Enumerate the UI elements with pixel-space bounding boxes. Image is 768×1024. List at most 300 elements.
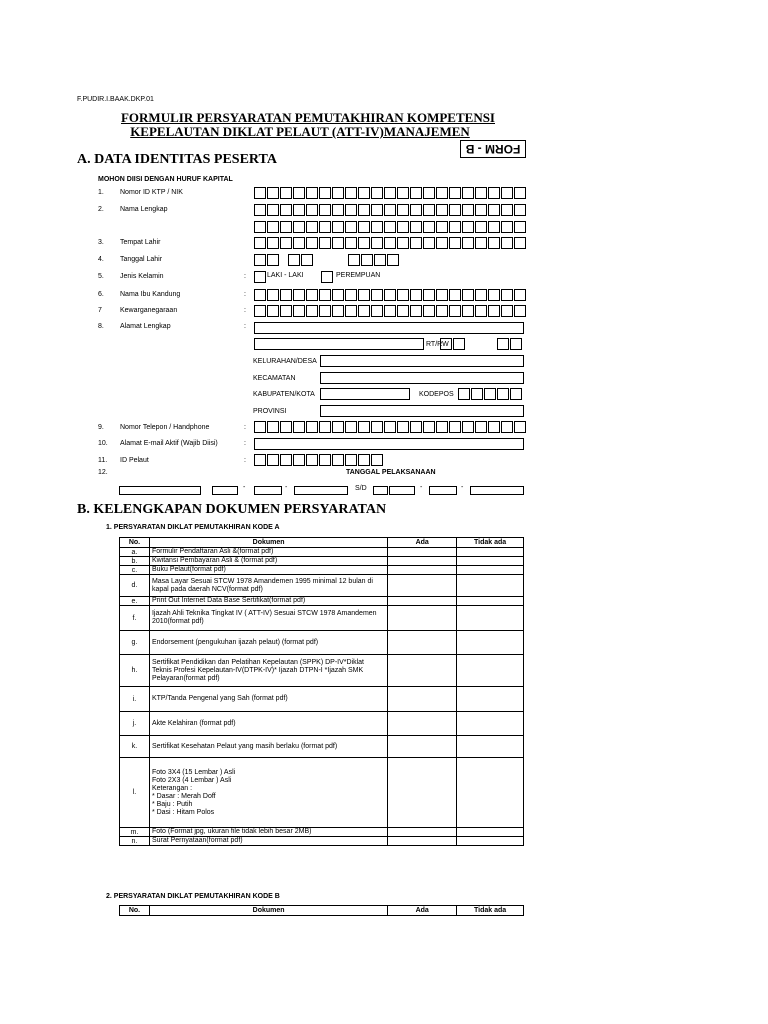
char-box[interactable] xyxy=(501,305,513,317)
row-number: h. xyxy=(120,655,150,687)
char-box[interactable] xyxy=(319,289,331,301)
char-box[interactable] xyxy=(510,388,522,400)
char-box[interactable] xyxy=(488,421,500,433)
char-box[interactable] xyxy=(488,204,500,216)
char-box[interactable] xyxy=(293,289,305,301)
date-separator: - xyxy=(420,484,423,491)
documents-table-a xyxy=(119,537,524,846)
field-number: 9. xyxy=(98,424,104,431)
char-box[interactable] xyxy=(280,454,292,466)
char-box[interactable] xyxy=(497,338,509,350)
char-box[interactable] xyxy=(449,237,461,249)
tanggal-lahir-day[interactable] xyxy=(254,254,280,266)
char-box[interactable] xyxy=(387,254,399,266)
char-box[interactable] xyxy=(358,289,370,301)
char-box[interactable] xyxy=(319,187,331,199)
tanggal-pelaksanaan-field[interactable] xyxy=(254,486,282,495)
table-row xyxy=(120,687,524,712)
char-box[interactable] xyxy=(280,289,292,301)
tanggal-pelaksanaan-field[interactable] xyxy=(119,486,201,495)
char-box[interactable] xyxy=(384,237,396,249)
char-box[interactable] xyxy=(514,305,526,317)
char-box[interactable] xyxy=(449,421,461,433)
char-box[interactable] xyxy=(397,187,409,199)
field-label: Kewarganegaraan xyxy=(120,307,178,314)
char-box[interactable] xyxy=(306,187,318,199)
kelurahan-input[interactable] xyxy=(320,355,524,367)
char-box[interactable] xyxy=(293,454,305,466)
char-box[interactable] xyxy=(410,204,422,216)
char-box[interactable] xyxy=(280,305,292,317)
kabupaten-label: KABUPATEN/KOTA xyxy=(253,391,315,398)
tidak-ada-cell[interactable] xyxy=(457,557,524,566)
alamat-input-2[interactable] xyxy=(254,338,424,350)
char-box[interactable] xyxy=(397,204,409,216)
rt-input[interactable] xyxy=(440,338,466,350)
char-box[interactable] xyxy=(358,204,370,216)
char-box[interactable] xyxy=(488,237,500,249)
char-box[interactable] xyxy=(423,289,435,301)
char-box[interactable] xyxy=(288,254,300,266)
table-row xyxy=(120,606,524,631)
char-box[interactable] xyxy=(332,289,344,301)
field-number: 10. xyxy=(98,440,108,447)
char-box[interactable] xyxy=(410,289,422,301)
ada-cell[interactable] xyxy=(388,712,457,736)
col-tidak-ada: Tidak ada xyxy=(457,538,524,548)
tidak-ada-cell[interactable] xyxy=(457,606,524,631)
char-box[interactable] xyxy=(449,221,461,233)
char-box[interactable] xyxy=(280,221,292,233)
tanggal-pelaksanaan-field[interactable] xyxy=(429,486,457,495)
field-label: ID Pelaut xyxy=(120,457,149,464)
char-box[interactable] xyxy=(488,305,500,317)
char-box[interactable] xyxy=(301,254,313,266)
nik-input[interactable] xyxy=(254,187,527,199)
char-box[interactable] xyxy=(475,237,487,249)
char-box[interactable] xyxy=(397,305,409,317)
char-box[interactable] xyxy=(436,421,448,433)
tanggal-pelaksanaan-field[interactable] xyxy=(373,486,388,495)
nama-lengkap-input-1[interactable] xyxy=(254,204,527,216)
char-box[interactable] xyxy=(440,338,452,350)
field-label: Alamat Lengkap xyxy=(120,323,171,330)
char-box[interactable] xyxy=(462,421,474,433)
document-name: Sertifikat Pendidikan dan Pelatihan Kepelautan (SPPK) DP-IV*Diklat Teknis Profesi Kepelautan-IV(DTPK-IV)* Ijazah DTPN-I *Ijazah SMK Pelayaran(format pdf) xyxy=(149,655,387,687)
char-box[interactable] xyxy=(384,187,396,199)
char-box[interactable] xyxy=(319,454,331,466)
alamat-input-1[interactable] xyxy=(254,322,524,334)
char-box[interactable] xyxy=(475,204,487,216)
char-box[interactable] xyxy=(358,305,370,317)
row-number: d. xyxy=(120,575,150,597)
char-box[interactable] xyxy=(501,187,513,199)
char-box[interactable] xyxy=(332,204,344,216)
char-box[interactable] xyxy=(358,421,370,433)
row-number: e. xyxy=(120,597,150,606)
field-colon: : xyxy=(244,457,246,464)
char-box[interactable] xyxy=(488,289,500,301)
char-box[interactable] xyxy=(462,187,474,199)
char-box[interactable] xyxy=(501,221,513,233)
char-box[interactable] xyxy=(371,305,383,317)
ada-cell[interactable] xyxy=(388,828,457,837)
char-box[interactable] xyxy=(436,221,448,233)
char-box[interactable] xyxy=(514,237,526,249)
char-box[interactable] xyxy=(332,221,344,233)
col-tidak-ada: Tidak ada xyxy=(457,906,524,916)
document-name: Buku Pelaut(format pdf) xyxy=(149,566,387,575)
char-box[interactable] xyxy=(458,388,470,400)
char-box[interactable] xyxy=(254,289,266,301)
tidak-ada-cell[interactable] xyxy=(457,631,524,655)
gender-female-label: PEREMPUAN xyxy=(336,272,381,279)
tanggal-pelaksanaan-field[interactable] xyxy=(389,486,415,495)
col-ada: Ada xyxy=(388,906,457,916)
tidak-ada-cell[interactable] xyxy=(457,712,524,736)
ada-cell[interactable] xyxy=(388,566,457,575)
document-name: KTP/Tanda Pengenal yang Sah (format pdf) xyxy=(149,687,387,712)
field-number: 3. xyxy=(98,239,104,246)
tanggal-lahir-month[interactable] xyxy=(288,254,314,266)
char-box[interactable] xyxy=(514,289,526,301)
char-box[interactable] xyxy=(384,221,396,233)
char-box[interactable] xyxy=(510,338,522,350)
char-box[interactable] xyxy=(358,237,370,249)
nama-lengkap-input-2[interactable] xyxy=(254,221,527,233)
char-box[interactable] xyxy=(267,421,279,433)
char-box[interactable] xyxy=(293,421,305,433)
field-label: Nomor ID KTP / NIK xyxy=(120,189,183,196)
kecamatan-input[interactable] xyxy=(320,372,524,384)
char-box[interactable] xyxy=(321,271,333,283)
char-box[interactable] xyxy=(371,221,383,233)
char-box[interactable] xyxy=(501,237,513,249)
tanggal-pelaksanaan-field[interactable] xyxy=(212,486,238,495)
char-box[interactable] xyxy=(423,221,435,233)
field-number: 5. xyxy=(98,273,104,280)
ada-cell[interactable] xyxy=(388,548,457,557)
char-box[interactable] xyxy=(397,289,409,301)
char-box[interactable] xyxy=(306,204,318,216)
provinsi-input[interactable] xyxy=(320,405,524,417)
tidak-ada-cell[interactable] xyxy=(457,758,524,828)
char-box[interactable] xyxy=(293,221,305,233)
char-box[interactable] xyxy=(319,237,331,249)
ada-cell[interactable] xyxy=(388,606,457,631)
char-box[interactable] xyxy=(306,237,318,249)
char-box[interactable] xyxy=(501,204,513,216)
char-box[interactable] xyxy=(423,421,435,433)
char-box[interactable] xyxy=(267,254,279,266)
char-box[interactable] xyxy=(319,221,331,233)
char-box[interactable] xyxy=(358,187,370,199)
char-box[interactable] xyxy=(345,289,357,301)
char-box[interactable] xyxy=(423,237,435,249)
char-box[interactable] xyxy=(475,221,487,233)
char-box[interactable] xyxy=(488,187,500,199)
tanggal-lahir-year[interactable] xyxy=(348,254,400,266)
kewarganegaraan-input[interactable] xyxy=(254,305,527,317)
char-box[interactable] xyxy=(484,388,496,400)
row-number: l. xyxy=(120,758,150,828)
char-box[interactable] xyxy=(371,237,383,249)
row-number: g. xyxy=(120,631,150,655)
telepon-input[interactable] xyxy=(254,421,527,433)
char-box[interactable] xyxy=(280,421,292,433)
char-box[interactable] xyxy=(254,271,266,283)
field-colon: : xyxy=(244,440,246,447)
char-box[interactable] xyxy=(501,289,513,301)
document-name: Formulir Pendaftaran Asli &(format pdf) xyxy=(149,548,387,557)
section-a-heading: A. DATA IDENTITAS PESERTA xyxy=(77,152,277,167)
char-box[interactable] xyxy=(345,454,357,466)
table-row xyxy=(120,828,524,837)
field-colon: : xyxy=(244,323,246,330)
row-number: b. xyxy=(120,557,150,566)
char-box[interactable] xyxy=(254,187,266,199)
char-box[interactable] xyxy=(423,305,435,317)
tidak-ada-cell[interactable] xyxy=(457,736,524,758)
field-label: Nomor Telepon / Handphone xyxy=(120,424,210,431)
char-box[interactable] xyxy=(436,237,448,249)
row-number: j. xyxy=(120,712,150,736)
char-box[interactable] xyxy=(475,289,487,301)
tidak-ada-cell[interactable] xyxy=(457,597,524,606)
char-box[interactable] xyxy=(475,421,487,433)
char-box[interactable] xyxy=(345,421,357,433)
char-box[interactable] xyxy=(384,204,396,216)
char-box[interactable] xyxy=(488,221,500,233)
char-box[interactable] xyxy=(449,289,461,301)
tidak-ada-cell[interactable] xyxy=(457,575,524,597)
char-box[interactable] xyxy=(332,454,344,466)
char-box[interactable] xyxy=(254,254,266,266)
char-box[interactable] xyxy=(293,305,305,317)
char-box[interactable] xyxy=(514,187,526,199)
field-label: Tanggal Lahir xyxy=(120,256,163,263)
char-box[interactable] xyxy=(293,187,305,199)
char-box[interactable] xyxy=(319,204,331,216)
char-box[interactable] xyxy=(319,421,331,433)
ada-cell[interactable] xyxy=(388,837,457,846)
tidak-ada-cell[interactable] xyxy=(457,687,524,712)
gender-male-checkbox[interactable] xyxy=(254,271,267,283)
char-box[interactable] xyxy=(436,204,448,216)
document-name: Sertifikat Kesehatan Pelaut yang masih berlaku (format pdf) xyxy=(149,736,387,758)
char-box[interactable] xyxy=(475,187,487,199)
ada-cell[interactable] xyxy=(388,631,457,655)
char-box[interactable] xyxy=(397,221,409,233)
gender-male-label: LAKI - LAKI xyxy=(267,272,304,279)
char-box[interactable] xyxy=(332,237,344,249)
char-box[interactable] xyxy=(410,305,422,317)
char-box[interactable] xyxy=(267,289,279,301)
tidak-ada-cell[interactable] xyxy=(457,837,524,846)
char-box[interactable] xyxy=(361,254,373,266)
char-box[interactable] xyxy=(267,237,279,249)
char-box[interactable] xyxy=(449,305,461,317)
field-colon: : xyxy=(244,273,246,280)
char-box[interactable] xyxy=(397,237,409,249)
char-box[interactable] xyxy=(371,204,383,216)
tidak-ada-cell[interactable] xyxy=(457,548,524,557)
ada-cell[interactable] xyxy=(388,655,457,687)
char-box[interactable] xyxy=(410,187,422,199)
table-row xyxy=(120,548,524,557)
char-box[interactable] xyxy=(332,187,344,199)
ada-cell[interactable] xyxy=(388,736,457,758)
char-box[interactable] xyxy=(397,421,409,433)
char-box[interactable] xyxy=(267,305,279,317)
char-box[interactable] xyxy=(462,305,474,317)
tanggal-pelaksanaan-field[interactable] xyxy=(294,486,348,495)
char-box[interactable] xyxy=(280,204,292,216)
form-b-label: FORM - B xyxy=(460,140,526,158)
tidak-ada-cell[interactable] xyxy=(457,655,524,687)
char-box[interactable] xyxy=(410,221,422,233)
char-box[interactable] xyxy=(293,237,305,249)
table-row xyxy=(120,597,524,606)
char-box[interactable] xyxy=(453,338,465,350)
field-number: 1. xyxy=(98,189,104,196)
char-box[interactable] xyxy=(514,421,526,433)
char-box[interactable] xyxy=(462,221,474,233)
gender-female-checkbox[interactable] xyxy=(321,271,334,283)
char-box[interactable] xyxy=(267,187,279,199)
char-box[interactable] xyxy=(267,454,279,466)
char-box[interactable] xyxy=(514,221,526,233)
document-name: Endorsement (pengukuhan ijazah pelaut) (format pdf) xyxy=(149,631,387,655)
char-box[interactable] xyxy=(348,254,360,266)
kabupaten-input[interactable] xyxy=(320,388,410,400)
field-number: 6. xyxy=(98,291,104,298)
row-number: n. xyxy=(120,837,150,846)
field-number: 2. xyxy=(98,206,104,213)
char-box[interactable] xyxy=(345,237,357,249)
char-box[interactable] xyxy=(423,187,435,199)
char-box[interactable] xyxy=(254,305,266,317)
char-box[interactable] xyxy=(280,237,292,249)
char-box[interactable] xyxy=(462,289,474,301)
char-box[interactable] xyxy=(306,289,318,301)
char-box[interactable] xyxy=(371,454,383,466)
table-row xyxy=(120,758,524,828)
kodepos-input[interactable] xyxy=(458,388,523,400)
char-box[interactable] xyxy=(371,187,383,199)
table-row xyxy=(120,566,524,575)
char-box[interactable] xyxy=(449,187,461,199)
col-no: No. xyxy=(120,538,150,548)
char-box[interactable] xyxy=(267,204,279,216)
table-row xyxy=(120,837,524,846)
char-box[interactable] xyxy=(358,221,370,233)
id-pelaut-input[interactable] xyxy=(254,454,384,466)
char-box[interactable] xyxy=(462,237,474,249)
field-label: Tempat Lahir xyxy=(120,239,161,246)
char-box[interactable] xyxy=(293,204,305,216)
char-box[interactable] xyxy=(371,421,383,433)
char-box[interactable] xyxy=(371,289,383,301)
ada-cell[interactable] xyxy=(388,597,457,606)
char-box[interactable] xyxy=(374,254,386,266)
email-input[interactable] xyxy=(254,438,524,450)
row-number: f. xyxy=(120,606,150,631)
char-box[interactable] xyxy=(423,204,435,216)
char-box[interactable] xyxy=(306,221,318,233)
ada-cell[interactable] xyxy=(388,758,457,828)
char-box[interactable] xyxy=(358,454,370,466)
char-box[interactable] xyxy=(410,421,422,433)
char-box[interactable] xyxy=(471,388,483,400)
char-box[interactable] xyxy=(319,305,331,317)
field-number: 7 xyxy=(98,307,102,314)
ada-cell[interactable] xyxy=(388,557,457,566)
char-box[interactable] xyxy=(475,305,487,317)
section-b-heading: B. KELENGKAPAN DOKUMEN PERSYARATAN xyxy=(77,502,387,517)
char-box[interactable] xyxy=(345,204,357,216)
char-box[interactable] xyxy=(254,221,266,233)
char-box[interactable] xyxy=(254,204,266,216)
char-box[interactable] xyxy=(345,305,357,317)
table-row xyxy=(120,557,524,566)
document-name: Kwitansi Pembayaran Asli & (format pdf) xyxy=(149,557,387,566)
char-box[interactable] xyxy=(410,237,422,249)
char-box[interactable] xyxy=(280,187,292,199)
date-separator: - xyxy=(285,484,288,491)
nama-ibu-input[interactable] xyxy=(254,289,527,301)
char-box[interactable] xyxy=(306,305,318,317)
char-box[interactable] xyxy=(306,454,318,466)
field-colon: : xyxy=(244,307,246,314)
row-number: a. xyxy=(120,548,150,557)
char-box[interactable] xyxy=(514,204,526,216)
char-box[interactable] xyxy=(332,421,344,433)
sub-a-heading: 1. PERSYARATAN DIKLAT PEMUTAKHIRAN KODE A xyxy=(106,524,280,531)
ada-cell[interactable] xyxy=(388,687,457,712)
tidak-ada-cell[interactable] xyxy=(457,828,524,837)
char-box[interactable] xyxy=(345,187,357,199)
char-box[interactable] xyxy=(384,305,396,317)
rtrw-label: RT/RW xyxy=(426,341,449,348)
char-box[interactable] xyxy=(497,388,509,400)
char-box[interactable] xyxy=(436,187,448,199)
char-box[interactable] xyxy=(254,454,266,466)
char-box[interactable] xyxy=(436,305,448,317)
char-box[interactable] xyxy=(345,221,357,233)
tanggal-pelaksanaan-field[interactable] xyxy=(470,486,524,495)
char-box[interactable] xyxy=(384,421,396,433)
char-box[interactable] xyxy=(332,305,344,317)
tempat-lahir-input[interactable] xyxy=(254,237,527,249)
char-box[interactable] xyxy=(254,421,266,433)
rw-input[interactable] xyxy=(497,338,523,350)
ada-cell[interactable] xyxy=(388,575,457,597)
char-box[interactable] xyxy=(462,204,474,216)
char-box[interactable] xyxy=(267,221,279,233)
field-number: 11. xyxy=(98,457,108,464)
document-name: Foto (Format jpg, ukuran file tidak lebih besar 2MB) xyxy=(149,828,387,837)
field-number: 12. xyxy=(98,469,108,476)
char-box[interactable] xyxy=(306,421,318,433)
char-box[interactable] xyxy=(384,289,396,301)
field-label: Jenis Kelamin xyxy=(120,273,164,280)
char-box[interactable] xyxy=(436,289,448,301)
char-box[interactable] xyxy=(501,421,513,433)
tidak-ada-cell[interactable] xyxy=(457,566,524,575)
char-box[interactable] xyxy=(254,237,266,249)
char-box[interactable] xyxy=(449,204,461,216)
